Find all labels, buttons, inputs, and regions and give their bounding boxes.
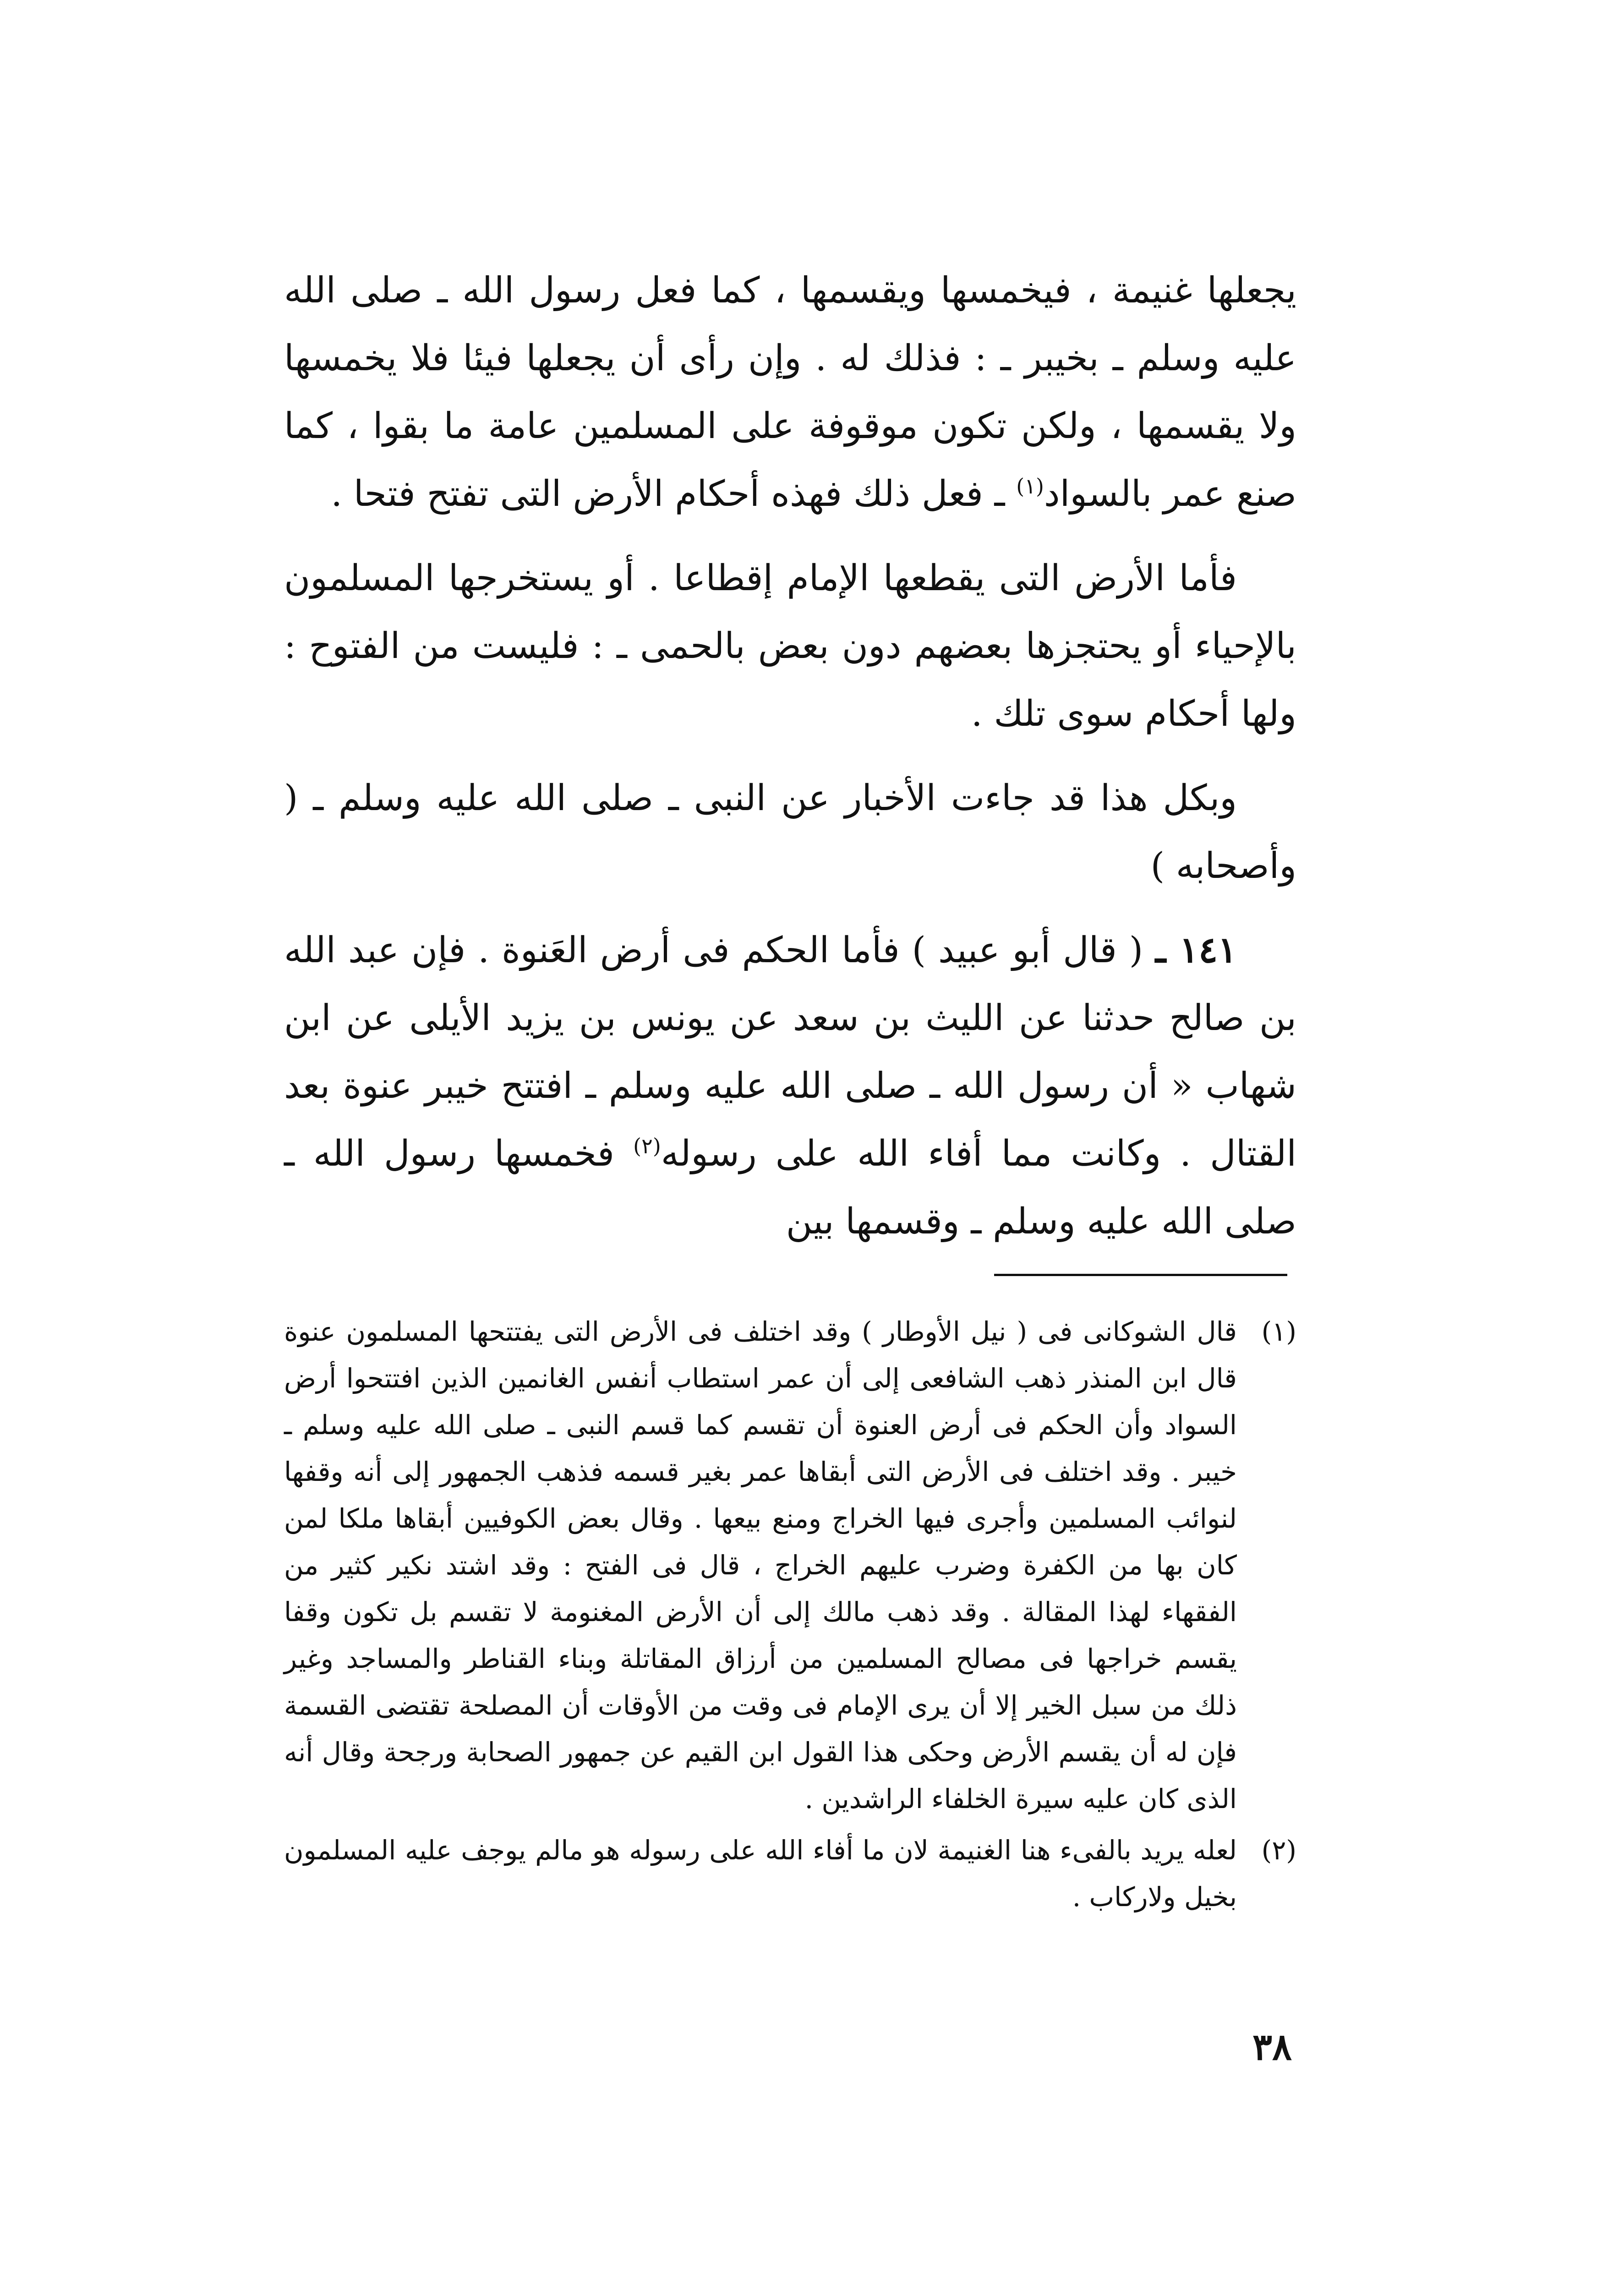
footnote-ref-1[interactable]: (١) — [1016, 474, 1044, 499]
paragraph-1-text: يجعلها غنيمة ، فيخمسها ويقسمها ، كما فعل رسول الله ـ صلى الله عليه وسلم ـ بخيبر ـ : فذلك له . وإن رأى أن يجعلها فيئا فلا يخمسها ولا يقسمها ، ولكن تكون موقوفة على المسلمين عامة ما بقوا ، كما صنع عمر بالسواد — [284, 270, 1296, 515]
main-text — [284, 257, 1296, 1272]
paragraph-1 — [284, 257, 1296, 528]
paragraph-2: فأما الأرض التى يقطعها الإمام إقطاعا . أو يستخرجها المسلمون بالإحياء أو يحتجزها بعضهم دون بعض بالحمى ـ : فليست من الفتوح : ولها أحكام سوى تلك . — [284, 558, 1296, 734]
footnote-separator — [994, 1274, 1287, 1276]
footnote-2 — [284, 1827, 1296, 1920]
footnote-2-marker: (٢) — [1261, 1835, 1296, 1866]
paragraph-3: وبكل هذا قد جاءت الأخبار عن النبى ـ صلى الله عليه وسلم ـ ( وأصحابه ) — [284, 778, 1296, 887]
paragraph-4-text: ( قال أبو عبيد ) فأما الحكم فى أرض العَنوة . فإن عبد الله بن صالح حدثنا عن الليث بن سعد عن يونس بن يزيد الأيلى عن ابن شهاب « أن رسول الله ـ صلى الله عليه وسلم ـ افتتح خيبر عنوة بعد القتال . وكانت مما أفاء الله على رسوله — [284, 930, 1296, 1174]
footnotes — [284, 1308, 1296, 1925]
footnote-2-text: لعله يريد بالفىء هنا الغنيمة لان ما أفاء الله على رسوله هو مالم يوجف عليه المسلمون بخيل ولاركاب . — [284, 1835, 1237, 1913]
footnote-1-marker: (١) — [1261, 1316, 1296, 1347]
page-number: ٣٨ — [1252, 2025, 1292, 2068]
paragraph-4 — [284, 916, 1296, 1255]
paragraph-1-tail: ـ فعل ذلك فهذه أحكام الأرض التى تفتح فتحا . — [331, 473, 1005, 515]
footnote-ref-2[interactable]: (٢) — [633, 1134, 661, 1158]
paragraph-4-tail: فخمسها رسول الله ـ صلى الله عليه وسلم ـ وقسمها بين — [284, 1133, 1296, 1242]
footnote-1 — [284, 1308, 1296, 1822]
hadith-number: ١٤١ ـ — [1155, 929, 1237, 971]
footnote-1-text: قال الشوكانى فى ( نيل الأوطار ) وقد اختلف فى الأرض التى يفتتحها المسلمون عنوة قال ابن المنذر ذهب الشافعى إلى أن عمر استطاب أنفس الغانمين الذين افتتحوا أرض السواد وأن الحكم فى أرض العنوة أن تقسم كما قسم النبى ـ صلى الله عليه وسلم ـ خيبر . وقد اختلف فى الأرض التى أبقاها عمر بغير قسمه فذهب الجمهور إلى أنه وقفها لنوائب المسلمين وأجرى فيها الخراج ومنع بيعها . وقال بعض الكوفيين أبقاها ملكا لمن كان بها من الكفرة وضرب عليهم الخراج ، قال فى الفتح : وقد اشتد نكير كثير من الفقهاء لهذا المقالة . وقد ذهب مالك إلى أن الأرض المغنومة لا تقسم بل تكون وقفا يقسم خراجها فى مصالح المسلمين من أرزاق المقاتلة وبناء القناطر والمساجد وغير ذلك من سبل الخير إلا أن يرى الإمام فى وقت من الأوقات أن المصلحة تقتضى القسمة فإن له أن يقسم الأرض وحكى هذا القول ابن القيم عن جمهور الصحابة ورجحة وقال أنه الذى كان عليه سيرة الخلفاء الراشدين . — [284, 1316, 1237, 1814]
